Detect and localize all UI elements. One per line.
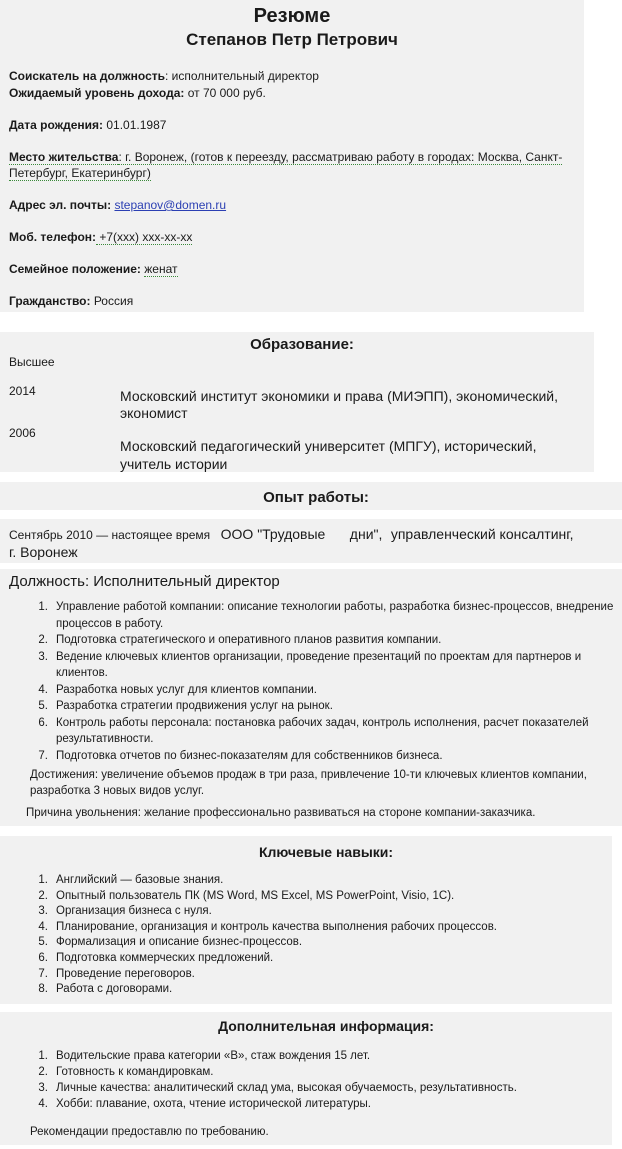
achievements-line-1: Достижения: увеличение объемов продаж в три раза, привлечение 10-ти ключевых клиентов компании, (30, 769, 587, 781)
list-number: 3. (38, 905, 48, 918)
list-item (30, 1080, 517, 1096)
birth-label: Дата рождения: (9, 118, 104, 132)
list-item (30, 1048, 517, 1064)
job-title: Должность: Исполнительный директор (9, 573, 280, 590)
skills-title: Ключевые навыки: (258, 844, 394, 860)
list-item-line: Ведение ключевых клиентов организации, проведение презентаций по проектам для партнеров и (56, 650, 582, 663)
list-number: 2. (38, 889, 48, 902)
list-item-text: Хобби: плавание, охота, чтение исторической литературы. (56, 1098, 371, 1110)
skills-list (30, 873, 497, 998)
position-value: : исполнительный директор (165, 69, 319, 83)
email-label: Адрес эл. почты: (9, 198, 112, 212)
email-row (9, 198, 226, 212)
residence-label: Место жительства (9, 150, 119, 164)
duties-list (30, 599, 620, 764)
list-number: 3. (38, 1082, 48, 1094)
list-number: 1. (38, 601, 48, 613)
education-block (0, 332, 594, 472)
list-item (30, 599, 620, 632)
experience-title: Опыт работы: (263, 489, 369, 506)
list-number: 6. (38, 716, 48, 729)
salary-row (9, 86, 266, 100)
experience-title-bar (0, 482, 622, 510)
list-item-line: Подготовка стратегического и оперативного планов развития компании. (56, 634, 442, 646)
list-item (30, 935, 497, 951)
experience-company-block (0, 519, 622, 563)
list-item-text: Проведение переговоров. (56, 967, 195, 980)
list-item (30, 873, 497, 889)
list-item-line: результативности. (56, 733, 154, 745)
list-item (30, 682, 620, 699)
list-item (30, 951, 497, 967)
list-item (30, 889, 497, 905)
list-number: 7. (38, 967, 48, 980)
list-item (30, 715, 620, 748)
marital-value: женат (144, 262, 178, 276)
experience-company-row (9, 526, 574, 544)
list-item-text: Личные качества: аналитический склад ума, высокая обучаемость, результативность. (56, 1082, 517, 1094)
list-number: 1. (38, 874, 48, 886)
list-item-text: Планирование, организация и контроль качества выполнения рабочих процессов. (56, 920, 497, 933)
list-item (30, 748, 620, 765)
list-item (30, 632, 620, 649)
list-item-text: Подготовка коммерческих предложений. (56, 951, 274, 964)
citizenship-value: Россия (90, 294, 134, 308)
experience-details-block (0, 569, 622, 826)
marital-label: Семейное положение: (9, 262, 141, 276)
list-item-text: Формализация и описание бизнес-процессов. (56, 936, 303, 949)
list-number: 4. (38, 920, 48, 933)
skills-block (0, 836, 612, 1004)
list-number: 2. (38, 1066, 48, 1078)
list-item (30, 982, 497, 998)
list-number: 1. (38, 1050, 48, 1062)
marital-row (9, 262, 178, 276)
birth-value: 01.01.1987 (103, 118, 167, 132)
education-year-2: 2006 (9, 426, 36, 440)
list-item-line: процессов в работу. (56, 617, 164, 630)
experience-period: Сентябрь 2010 — настоящее время (9, 528, 211, 542)
leaving-reason: Причина увольнения: желание профессионально развиваться на стороне компании-заказчика. (26, 807, 536, 819)
list-number: 6. (38, 951, 48, 964)
email-link[interactable]: stepanov@domen.ru (114, 198, 227, 212)
residence-row-2 (9, 166, 151, 180)
list-number: 7. (38, 749, 48, 762)
list-item-line: клиентов. (56, 667, 108, 679)
company-field: управленческий консалтинг, (390, 526, 574, 542)
company-name: ООО "Трудовые (220, 526, 326, 542)
education-entry-1-line2: экономист (120, 405, 188, 421)
residence-row (9, 150, 562, 164)
list-item (30, 1064, 517, 1080)
list-item-line: Разработка стратегии продвижения услуг на рынок. (56, 700, 333, 712)
company-city: г. Воронеж (9, 544, 78, 560)
education-entry-2-line2: учитель истории (120, 456, 228, 472)
additional-info-block (0, 1012, 612, 1145)
list-item-text: Опытный пользователь ПК (MS Word, MS Excel, MS PowerPoint, Visio, 1C). (56, 889, 455, 902)
list-number: 4. (38, 683, 48, 696)
position-row (9, 69, 319, 83)
list-item-text: Организация бизнеса с нуля. (56, 905, 212, 918)
list-number: 2. (38, 634, 48, 646)
additional-title: Дополнительная информация: (218, 1018, 434, 1034)
list-number: 5. (38, 936, 48, 949)
list-number: 4. (38, 1098, 48, 1110)
list-item-text: Готовность к командировкам. (56, 1066, 214, 1078)
resume-title: Резюме (253, 5, 331, 27)
education-level: Высшее (9, 355, 55, 369)
citizenship-row (9, 294, 133, 308)
education-entry-2-line1: Московский педагогический университет (МПГУ), исторический, (120, 438, 537, 454)
list-item (30, 649, 620, 682)
list-item (30, 904, 497, 920)
education-title: Образование: (250, 336, 354, 353)
list-item-line: Разработка новых услуг для клиентов компании. (56, 683, 317, 696)
additional-list (30, 1048, 517, 1112)
list-number: 8. (38, 983, 48, 996)
salary-value: от 70 000 руб. (184, 86, 266, 100)
personal-info-block (0, 0, 584, 312)
phone-value: +7(xxx) xxx-xx-xx (96, 230, 193, 244)
achievements-line-2: разработка 3 новых видов услуг. (30, 785, 205, 797)
residence-value-cont: Петербург, Екатеринбург) (9, 166, 151, 180)
list-item-line: Управление работой компании: описание технологии работы, разработка бизнес-процессов, внедрение (56, 601, 614, 613)
residence-value: : г. Воронеж, (готов к переезду, рассматриваю работу в городах: Москва, Санкт- (118, 150, 563, 164)
citizenship-label: Гражданство: (9, 294, 91, 308)
list-item-text: Английский — базовые знания. (56, 874, 224, 886)
position-label: Соискатель на должность (9, 69, 165, 83)
list-number: 3. (38, 650, 48, 663)
list-item-line: Подготовка отчетов по бизнес-показателям для собственников бизнеса. (56, 749, 443, 762)
list-item-text: Работа с договорами. (56, 983, 173, 996)
list-number: 5. (38, 700, 48, 712)
education-year-1: 2014 (9, 384, 36, 398)
references-note: Рекомендации предоставлю по требованию. (30, 1126, 269, 1138)
phone-row (9, 230, 192, 244)
candidate-name: Степанов Петр Петрович (186, 30, 398, 49)
education-entry-1-line1: Московский институт экономики и права (МИЭПП), экономический, (120, 388, 559, 404)
phone-label: Моб. телефон: (9, 230, 97, 244)
company-name-cont: дни", (349, 526, 383, 542)
list-item (30, 1096, 517, 1112)
list-item-text: Водительские права категории «В», стаж вождения 15 лет. (56, 1050, 371, 1062)
salary-label: Ожидаемый уровень дохода: (9, 86, 185, 100)
list-item (30, 920, 497, 936)
list-item (30, 698, 620, 715)
birth-row (9, 118, 166, 132)
list-item-line: Контроль работы персонала: постановка рабочих задач, контроль исполнения, расчет показателей (56, 716, 589, 729)
list-item (30, 967, 497, 983)
